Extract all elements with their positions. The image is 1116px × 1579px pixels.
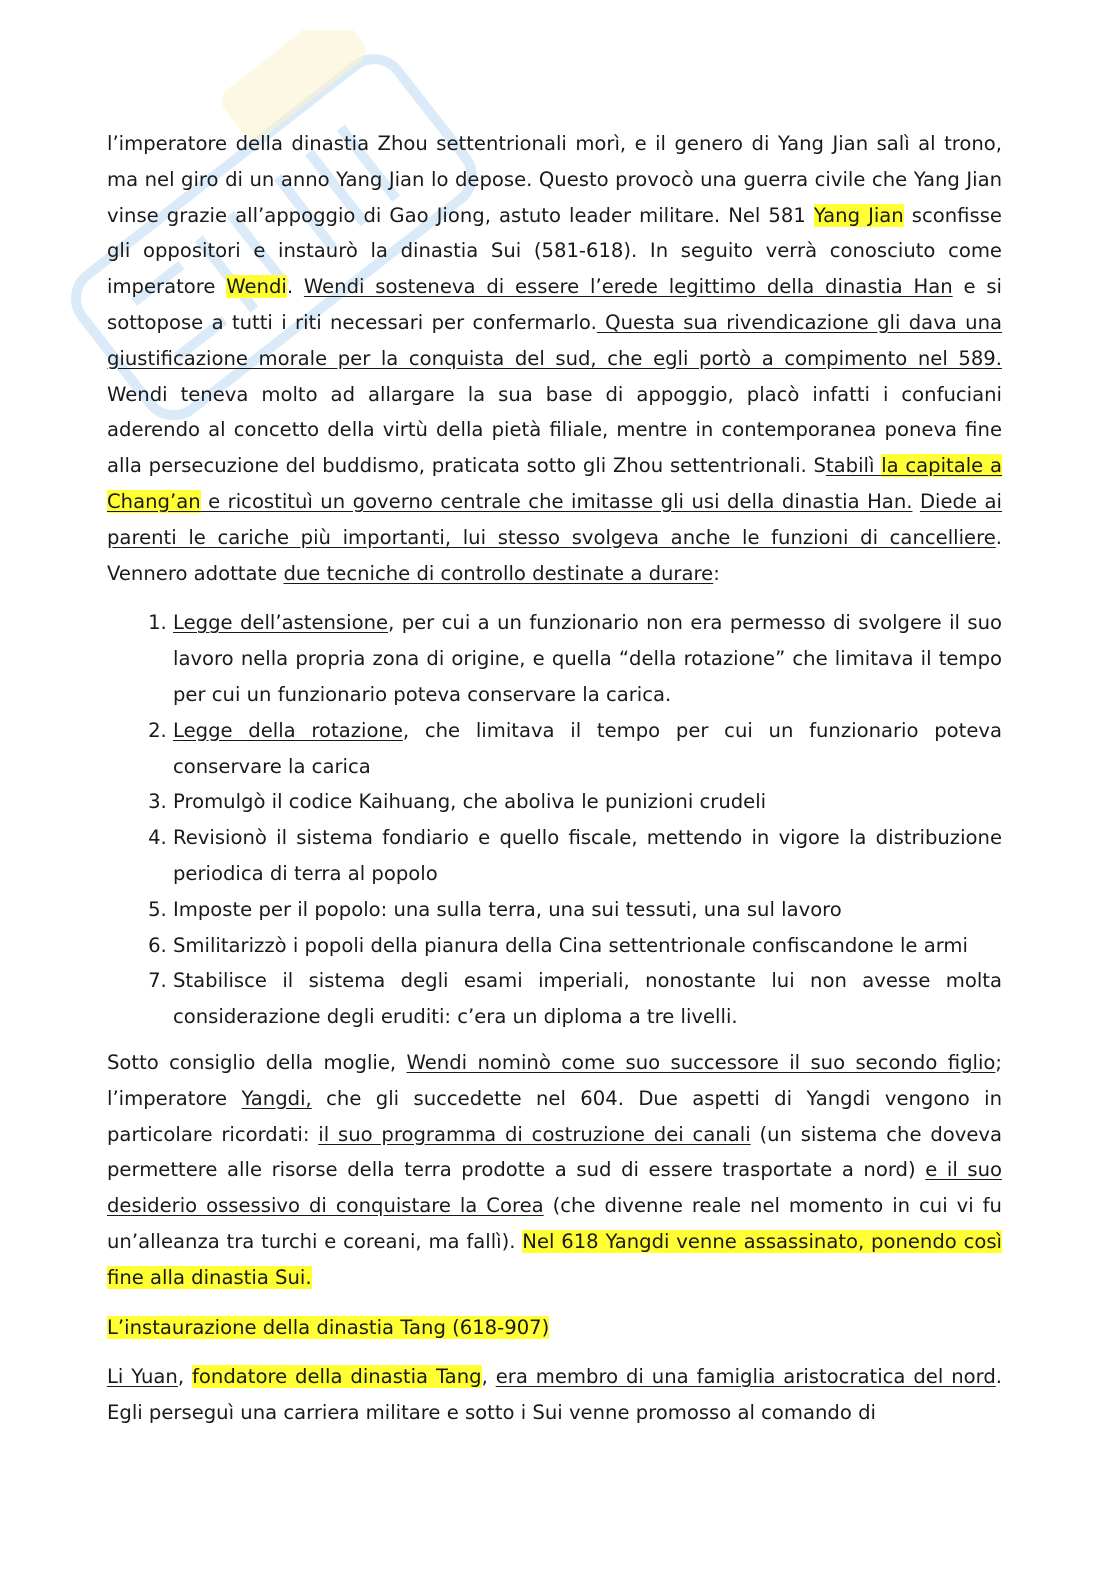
text-span: , bbox=[177, 1365, 193, 1389]
text-span: Wendi bbox=[226, 275, 287, 299]
text-span: (un sistema che doveva permettere alle risorse della terra prodotte a sud di essere trasportate a nord) bbox=[107, 1122, 1002, 1182]
text-span: e ricostituì un governo centrale che imitasse gli usi della dinastia Han. bbox=[200, 489, 913, 513]
paragraph-li-yuan bbox=[107, 1359, 1002, 1431]
text-span: Revisionò il sistema fondiario e quello fiscale, mettendo in vigore la distribuzione periodica di terra al popolo bbox=[173, 826, 1002, 885]
text-span: l’imperatore della dinastia Zhou settentrionali morì, e il genero di Yang Jian salì al trono, ma nel giro di un anno Yang Jian lo depose. Questo provocò una guerra civile che Yang Jian vinse grazie all’appoggio di Gao Jiong, astuto leader militare. Nel 581 bbox=[107, 132, 1002, 227]
text-span: sconfisse gli oppositori e instaurò la dinastia Sui (581-618). In seguito verrà conosciuto come imperatore bbox=[107, 203, 1002, 299]
list-item bbox=[173, 963, 1002, 1035]
text-span: Wendi teneva molto ad allargare la sua base di appoggio, placò infatti i confuciani aderendo al concetto della virtù della pietà filiale, mentre in contemporanea poneva fine alla persecuzione del buddismo, praticata sotto gli Zhou settentrionali. S bbox=[107, 382, 1002, 478]
text-span: e si sottopose a tutti i riti necessari per confermarlo. bbox=[107, 275, 1002, 334]
list-item bbox=[173, 713, 1002, 785]
text-span: . Egli perseguì una carriera militare e sotto i Sui venne promosso al comando di bbox=[107, 1365, 1003, 1425]
text-span: Sotto consiglio della moglie, bbox=[107, 1050, 407, 1074]
text-span: Nel 618 Yangdi venne assassinato, ponendo così fine alla dinastia Sui. bbox=[107, 1229, 1002, 1289]
list-item bbox=[173, 605, 1002, 712]
section-heading-tang bbox=[107, 1310, 1002, 1346]
text-span: Yangdi, bbox=[241, 1086, 312, 1110]
list-item bbox=[173, 892, 1002, 928]
text-span: Smilitarizzò i popoli della pianura della Cina settentrionale confiscandone le armi bbox=[173, 933, 968, 957]
text-span: (che divenne reale nel momento in cui vi fu un’alleanza tra turchi e coreani, ma fallì). bbox=[107, 1194, 1002, 1253]
text-span: Legge dell’astensione bbox=[173, 611, 389, 635]
list-item bbox=[173, 820, 1002, 892]
text-span: . Vennero adottate bbox=[107, 525, 1002, 585]
text-span: il suo programma di costruzione dei canali bbox=[318, 1122, 751, 1146]
text-span: , per cui a un funzionario non era permesso di svolgere il suo lavoro nella propria zona di origine, e quella “della rotazione” che limitava il tempo per cui un funzionario poteva conservare la carica. bbox=[173, 611, 1002, 706]
text-span: che gli succedette nel 604. Due aspetti di Yangdi vengono in particolare ricordati: bbox=[107, 1086, 1002, 1146]
text-span: L’instaurazione della dinastia Tang (618-907) bbox=[107, 1315, 550, 1339]
text-span: Li Yuan bbox=[107, 1365, 178, 1389]
text-span: Wendi sosteneva di essere l’erede legittimo della dinastia Han bbox=[303, 275, 953, 299]
text-span: ; l’imperatore bbox=[107, 1050, 1002, 1110]
control-techniques-list bbox=[107, 605, 1002, 1035]
text-span: fondatore della dinastia Tang bbox=[192, 1365, 482, 1389]
document-page bbox=[107, 126, 1002, 1431]
text-span: la capitale a Chang’an bbox=[107, 454, 1003, 513]
text-span: Stabilisce il sistema degli esami imperiali, nonostante lui non avesse molta considerazione degli eruditi: c’era un diploma a tre livelli. bbox=[173, 969, 1002, 1029]
text-span: e il suo desiderio ossessivo di conquistare la Corea bbox=[107, 1158, 1002, 1218]
text-span: . bbox=[286, 275, 304, 299]
text-span: tabilì bbox=[825, 454, 882, 478]
list-item bbox=[173, 784, 1002, 820]
text-span: , che limitava il tempo per cui un funzionario poteva conservare la carica bbox=[173, 718, 1002, 778]
paragraph-sui-dynasty bbox=[107, 126, 1002, 591]
paragraph-yangdi bbox=[107, 1045, 1002, 1296]
text-span bbox=[912, 490, 920, 513]
text-span: Yang Jian bbox=[813, 203, 904, 227]
text-span: Questa sua rivendicazione gli dava una giustificazione morale per la conquista del sud, che egli portò a compimento nel 589. bbox=[107, 310, 1002, 370]
text-span: Promulgò il codice Kaihuang, che aboliva le punizioni crudeli bbox=[173, 790, 767, 814]
text-span: Diede ai parenti le cariche più importanti, lui stesso svolgeva anche le funzioni di cancelliere bbox=[107, 489, 1002, 549]
text-span: : bbox=[713, 561, 720, 585]
text-span: Imposte per il popolo: una sulla terra, una sui tessuti, una sul lavoro bbox=[173, 897, 842, 921]
text-span: , bbox=[481, 1365, 496, 1389]
text-span: due tecniche di controllo destinate a durare bbox=[283, 561, 714, 585]
text-span: era membro di una famiglia aristocratica del nord bbox=[495, 1365, 996, 1389]
text-span: Wendi nominò come suo successore il suo secondo figlio bbox=[406, 1050, 996, 1074]
list-item bbox=[173, 928, 1002, 964]
text-span: Legge della rotazione bbox=[173, 718, 403, 742]
